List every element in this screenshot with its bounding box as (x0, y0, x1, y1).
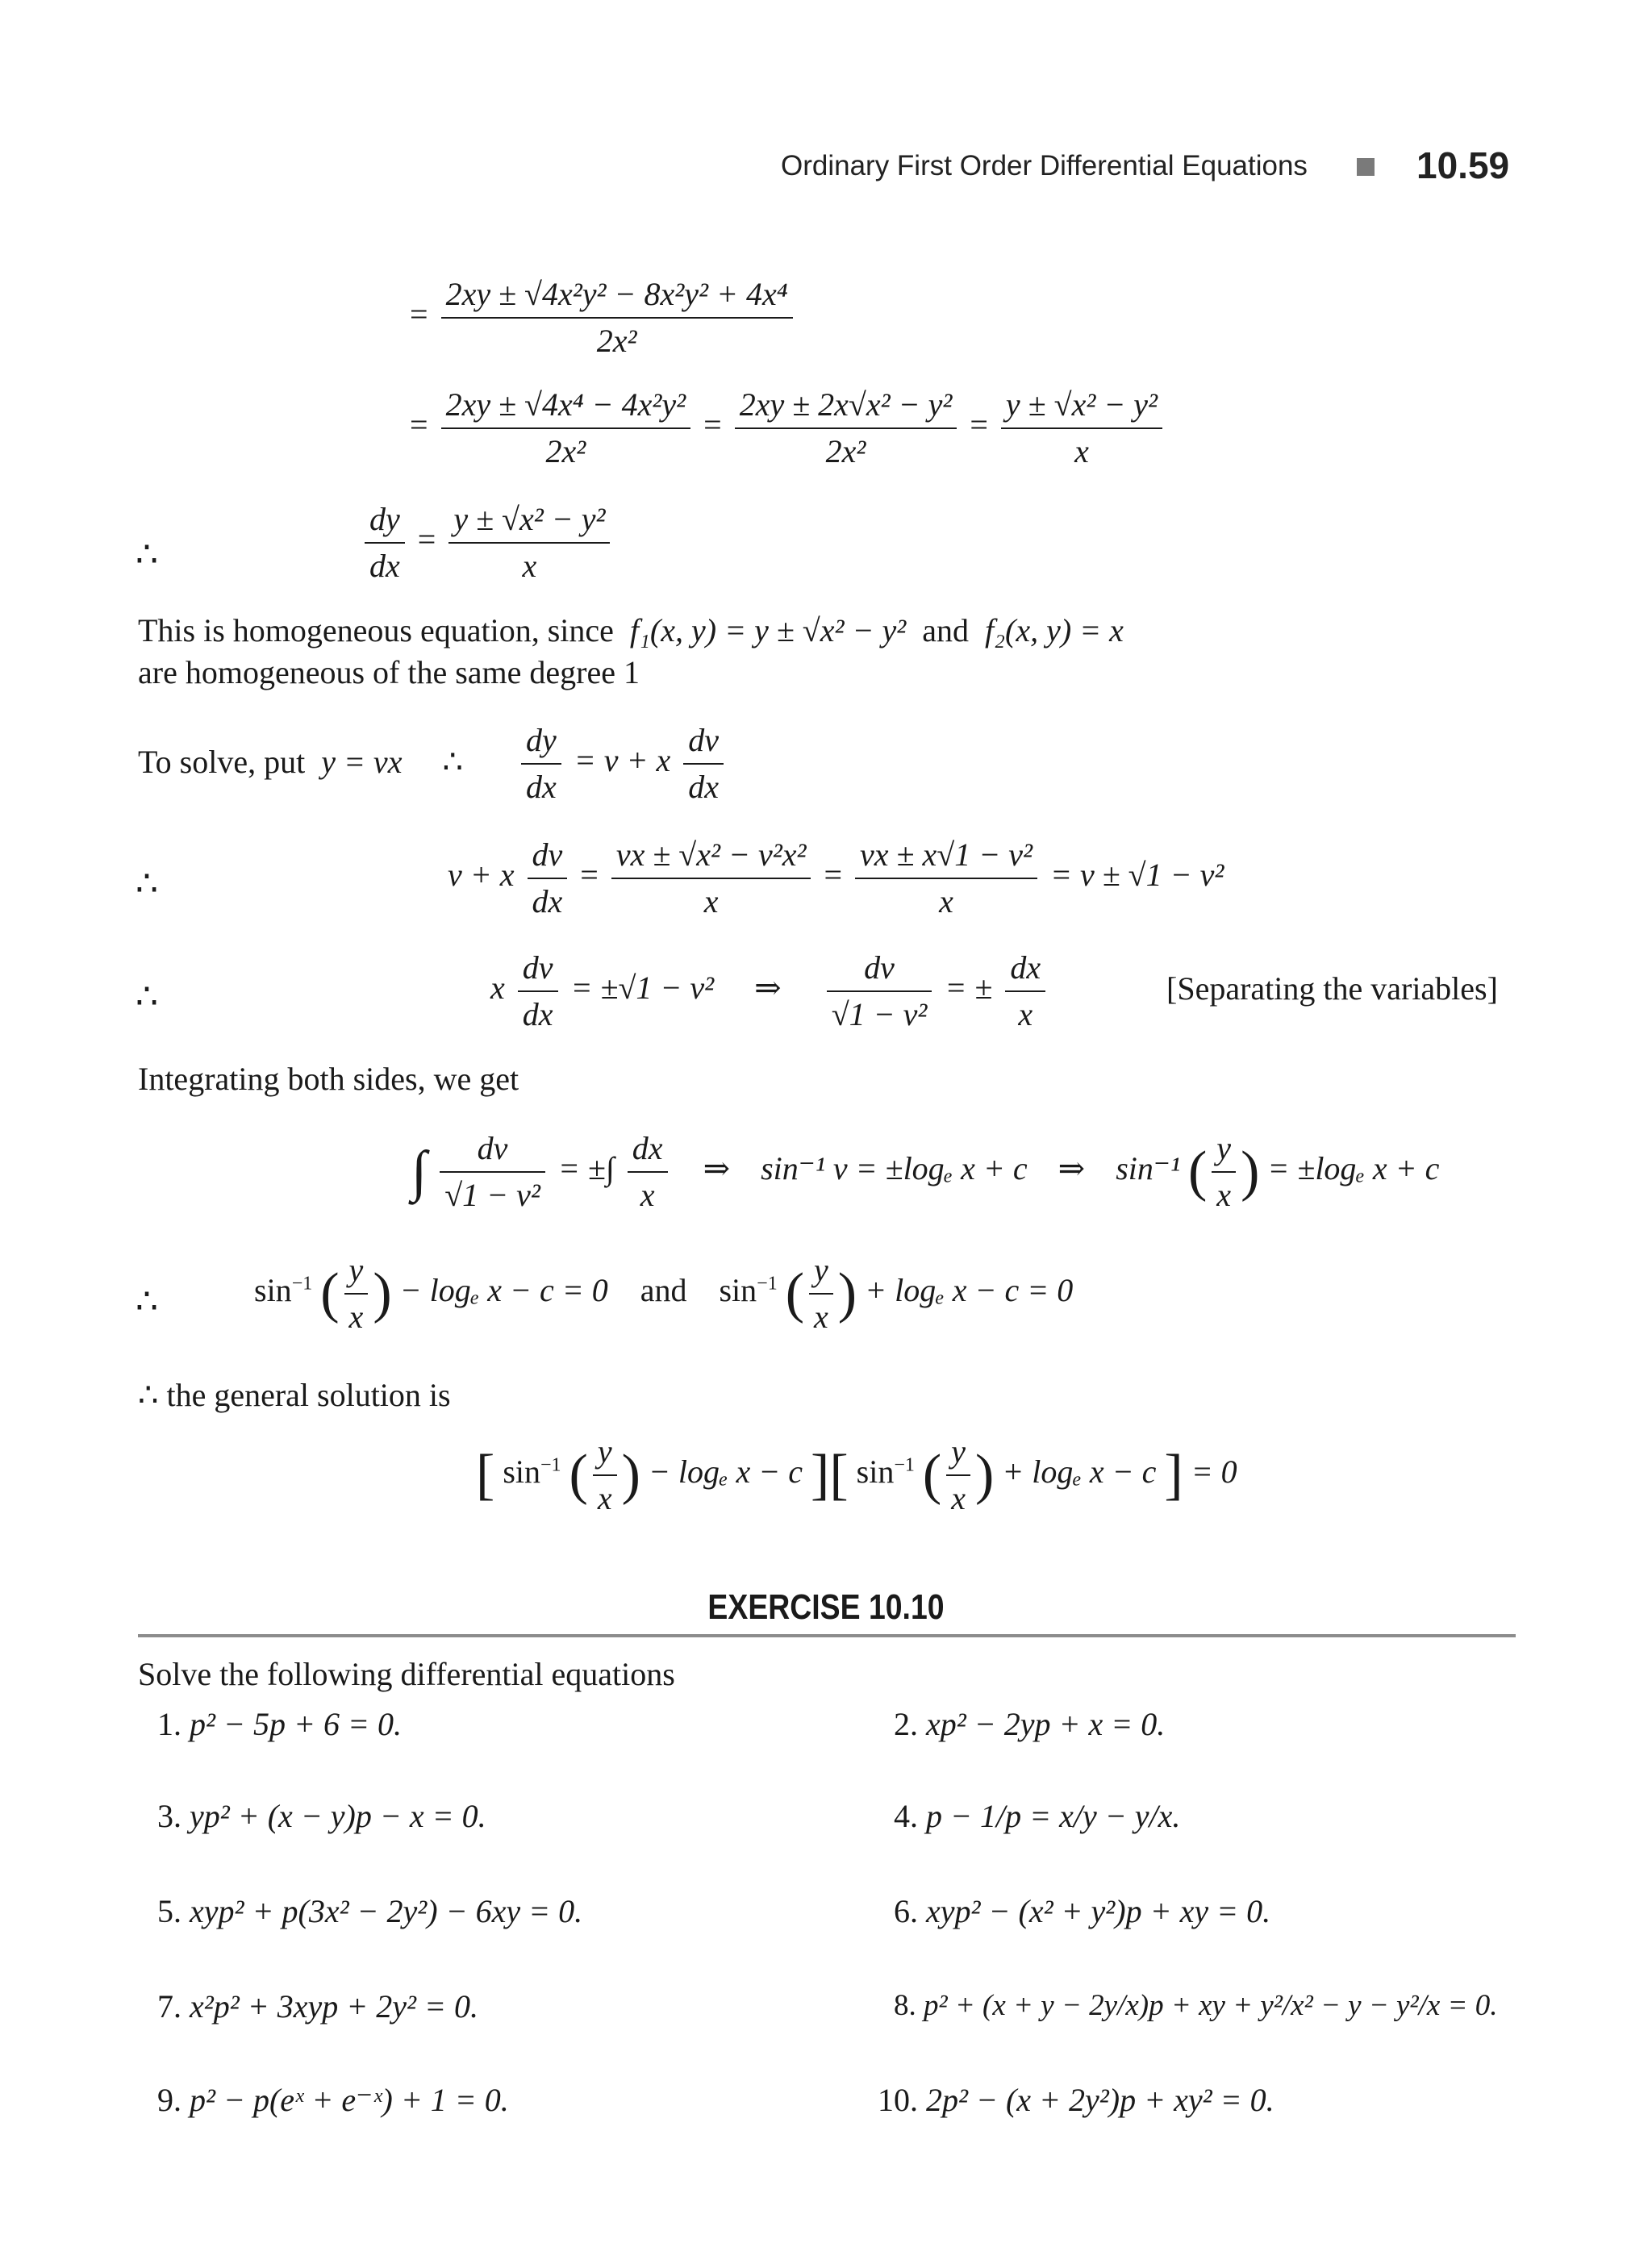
int-den: √1 − v² (444, 1177, 540, 1213)
fraction-2c-denominator: x (1074, 433, 1089, 469)
dydx-fraction (365, 503, 405, 582)
solve-dx: dx (526, 769, 557, 805)
step-b-dx-num: dx (1005, 952, 1045, 992)
item-number: 7. (157, 1988, 181, 2025)
exercise-item-1 (157, 1708, 402, 1741)
step-a-rhs: = v ± √1 − v² (1049, 857, 1224, 894)
item-equation: p² + (x + y − 2y/x)p + xy + y²/x² − y − y²/x = 0. (924, 1989, 1498, 2022)
exercise-divider (138, 1634, 1516, 1637)
exercise-item-2 (894, 1708, 1165, 1741)
general-solution-equation: [ $\sin^{-1}$ ( $\frac{y}{x}$ ) − logₑ x − c ][ $\sin^{-1}$ ( $\frac{y}{x}$ ) + logₑ x − c ] = 0 (476, 1433, 1237, 1516)
fraction-1 (441, 278, 793, 357)
fraction-2b-denominator: 2x² (825, 433, 866, 469)
general-solution-text: ∴ the general solution is (138, 1377, 451, 1413)
item-equation: yp² + (x − y)p − x = 0. (190, 1798, 486, 1834)
exercise-item-9 (157, 2084, 509, 2116)
step-b-dx: dx (522, 996, 553, 1032)
exercise-item-4 (894, 1800, 1180, 1833)
gen-x1: x (597, 1480, 612, 1516)
solution-b: + logₑ x − c = 0 (865, 1272, 1074, 1309)
separation-step: x $\frac{dv}{dx}$ = ±√1 − v² ⇒ $\frac{dv}{\text{√1 − v²}}$ = ± $\frac{dx}{x}$ (490, 952, 1050, 1031)
dydx-rhs-denominator: x (522, 548, 537, 584)
fraction-2c (1001, 386, 1162, 469)
item-number: 10. (878, 2082, 918, 2118)
int-result-2-sin: sin⁻¹ (1116, 1150, 1180, 1187)
item-number: 8. (894, 1989, 916, 2022)
exercise-item-7 (157, 1988, 478, 2025)
integrating-text: Integrating both sides, we get (138, 1061, 519, 1097)
dydx-rhs-fraction (448, 503, 610, 582)
item-equation: p² − 5p + 6 = 0. (190, 1706, 402, 1742)
step-b-eq: = ±√1 − v² (570, 970, 715, 1007)
solve-dv: dv (683, 724, 724, 765)
step-a-dx: dx (532, 883, 563, 919)
exercise-title: EXERCISE 10.10 (707, 1587, 945, 1627)
int-y: y (1212, 1132, 1236, 1173)
step-a-d1: x (703, 883, 719, 919)
step-b-dv: dv (518, 952, 558, 992)
dydx-equation: $\frac{dy}{dx}$ = $\frac{\text{y ± √x² − y²}}{x}$ (360, 503, 615, 582)
item-equation: p − 1/p = x/y − y/x. (926, 1798, 1181, 1834)
fraction-2a-numerator: 2xy ± √4x⁴ − 4x²y² (441, 389, 691, 429)
solution-and: and (640, 1272, 687, 1309)
equation-step-1: = $\frac{\text{2xy ± √4x²y² − 8x²y² + 4x⁴}}{\text{2x²}}$ (410, 278, 798, 357)
homog-text: This is homogeneous equation, since (138, 612, 614, 648)
therefore-symbol-2: ∴ (136, 864, 158, 903)
step-a-dv: dv (528, 839, 568, 879)
homog-f1: f₁(x, y) = y ± √x² − y² (629, 612, 907, 648)
fraction-2a (441, 386, 691, 469)
gen-part-1: − logₑ x − c (648, 1453, 803, 1491)
step-b-rhs: = ± (945, 970, 993, 1007)
homogeneous-line-2: are homogeneous of the same degree 1 (138, 654, 640, 690)
step-a-d2: x (939, 883, 953, 919)
solve-derivative (516, 724, 728, 803)
fraction-1-numerator: 2xy ± √4x²y² − 8x²y² + 4x⁴ (441, 278, 793, 319)
int-x: x (640, 1177, 655, 1213)
sol-b-y: y (809, 1254, 833, 1295)
item-number: 2. (894, 1706, 918, 1742)
therefore-symbol: ∴ (136, 535, 158, 574)
solution-a: − logₑ x − c = 0 (399, 1272, 608, 1309)
item-equation: 2p² − (x + 2y²)p + xy² = 0. (926, 2082, 1274, 2118)
equation-step-2: = $\frac{\text{2xy ± √4x⁴ − 4x²y²}}{\text{2x²}}$ = $\frac{\text{2xy ± 2x√x² − y²}}{\text{2x²}}$ = $\frac{\text{y ± √x² − y²}}{x}$ (410, 389, 1167, 468)
gen-end: = 0 (1191, 1453, 1237, 1491)
gen-y2: y (946, 1436, 970, 1476)
gen-y1: y (593, 1436, 617, 1476)
exercise-item-10 (878, 2084, 1274, 2116)
exercise-item-3 (157, 1800, 486, 1833)
solve-dy: dy (521, 724, 561, 765)
solve-substitution: y = vx (321, 744, 403, 780)
item-equation: x²p² + 3xyp + 2y² = 0. (190, 1988, 478, 2025)
therefore-symbol-4: ∴ (136, 1282, 158, 1321)
solutions-line: $\sin^{-1}$ ( $\frac{y}{x}$ ) − logₑ x − c = 0 and $\sin^{-1}$ ( $\frac{y}{x}$ ) + logₑ x − c = 0 (254, 1252, 1074, 1335)
dydx-numerator: dy (365, 503, 405, 544)
item-equation: xp² − 2yp + x = 0. (926, 1706, 1166, 1742)
step-a-n2: vx ± x√1 − v² (855, 839, 1037, 879)
homogeneous-line-1 (138, 612, 1124, 648)
item-number: 5. (157, 1893, 181, 1929)
int-x2: x (1216, 1177, 1232, 1213)
solve-line: To solve, put y = vx ∴ (138, 744, 463, 780)
homog-and: and (922, 612, 969, 648)
step-a-n1: vx ± √x² − v²x² (611, 839, 811, 879)
step-b-x-den: x (1018, 996, 1033, 1032)
fraction-2a-denominator: 2x² (545, 433, 586, 469)
step-b-den: √1 − v² (831, 996, 928, 1032)
sol-a-x: x (348, 1299, 364, 1335)
exercise-item-6 (894, 1895, 1270, 1928)
int-result-1: sin⁻¹ v = ±logₑ x + c (761, 1150, 1028, 1187)
running-title: Ordinary First Order Differential Equations (781, 150, 1308, 181)
integration-step: ∫ $\frac{dv}{\text{√1 − v²}}$ = ±∫ $\frac{dx}{x}$ ⇒ sin⁻¹ v = ±logₑ x + c ⇒ sin⁻¹ ( $\frac{y}{x}$ ) = ±logₑ x + c (411, 1130, 1440, 1213)
fraction-2b-numerator: 2xy ± 2x√x² − y² (735, 389, 957, 429)
solve-text: To solve, put (138, 744, 306, 780)
sol-a-y: y (344, 1254, 369, 1295)
exercise-lead: Solve the following differential equations (138, 1656, 675, 1692)
item-equation: xyp² + p(3x² − 2y²) − 6xy = 0. (190, 1893, 583, 1929)
step-b-num: dv (827, 952, 932, 992)
fraction-2b (735, 386, 957, 469)
solve-rhs: = v + x (574, 742, 671, 779)
gen-x2: x (951, 1480, 966, 1516)
page-number: 10.59 (1416, 144, 1510, 186)
item-equation: xyp² − (x² + y²)p + xy = 0. (926, 1893, 1271, 1929)
therefore-symbol-3: ∴ (136, 977, 158, 1016)
step-b-lhs: x (490, 970, 505, 1007)
dydx-rhs-numerator: y ± √x² − y² (448, 503, 610, 544)
item-number: 9. (157, 2082, 181, 2118)
separating-note: [Separating the variables] (1166, 970, 1498, 1007)
substitution-step: v + x $\frac{dv}{dx}$ = $\frac{\text{vx ± √x² − v²x²}}{x}$ = $\frac{\text{vx ± x√1 − v²}}{x}$ = v ± √1 − v² (448, 836, 1224, 919)
sol-b-x: x (814, 1299, 828, 1335)
fraction-2c-numerator: y ± √x² − y² (1001, 389, 1162, 429)
homog-f2: f₂(x, y) = x (984, 612, 1124, 648)
fraction-1-denominator: 2x² (596, 323, 637, 359)
int-dx: dx (628, 1132, 668, 1173)
int-result-2-rhs: = ±logₑ x + c (1267, 1150, 1440, 1187)
item-number: 6. (894, 1893, 918, 1929)
dydx-denominator: dx (369, 548, 400, 584)
int-mid: = ±∫ (557, 1150, 615, 1187)
item-number: 1. (157, 1706, 181, 1742)
item-equation: p² − p(eˣ + e⁻ˣ) + 1 = 0. (190, 2082, 509, 2118)
exercise-item-8 (894, 1991, 1498, 2020)
step-a-lhs: v + x (448, 857, 515, 894)
item-number: 3. (157, 1798, 181, 1834)
solve-dx2: dx (688, 769, 720, 805)
int-num: dv (440, 1132, 545, 1173)
gen-part-2: + logₑ x − c (1002, 1453, 1157, 1491)
exercise-item-5 (157, 1895, 582, 1928)
header-square-marker (1357, 158, 1375, 176)
item-number: 4. (894, 1798, 918, 1834)
